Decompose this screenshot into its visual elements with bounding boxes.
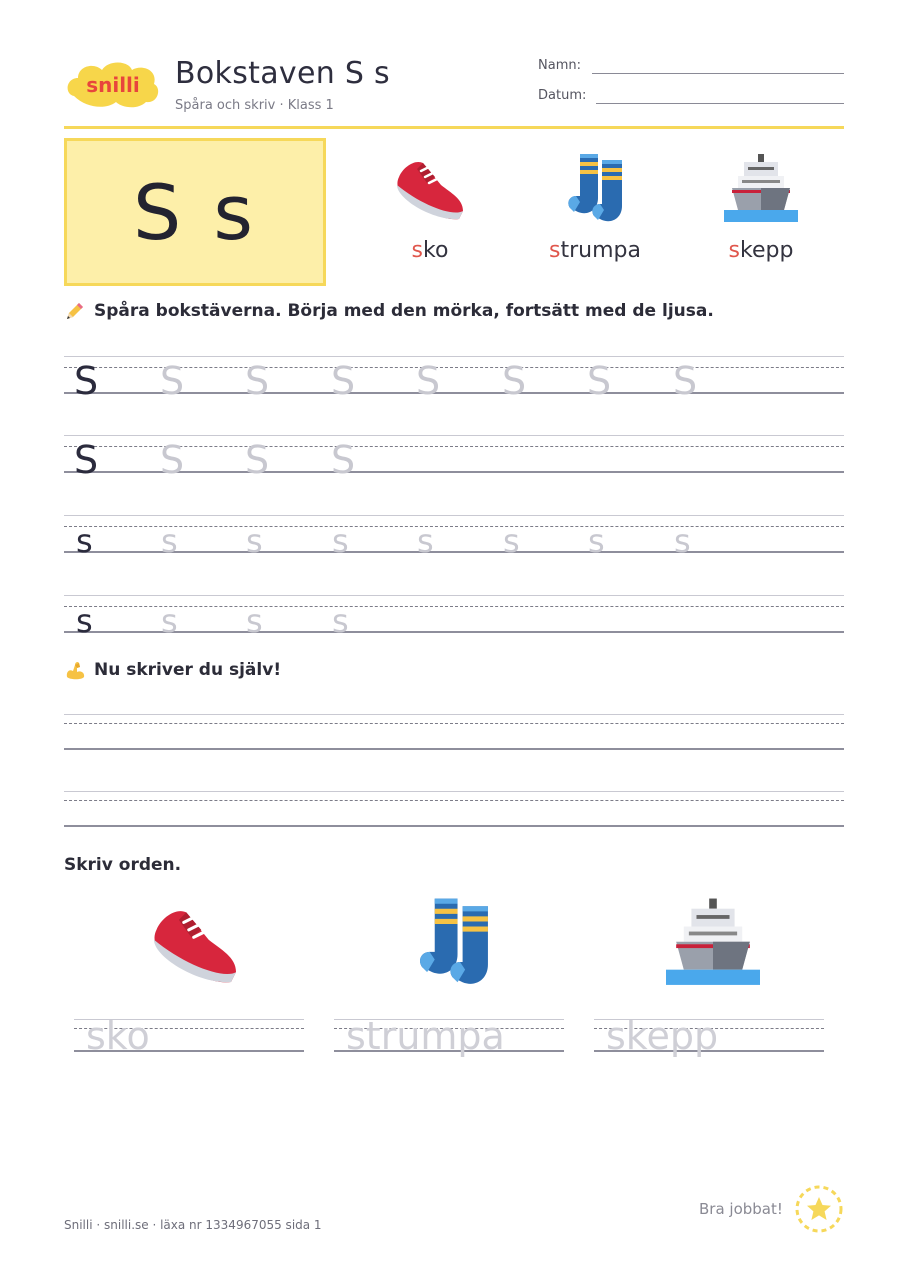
words-instruction: Skriv orden. — [64, 855, 182, 875]
trace-letter: s — [246, 522, 263, 560]
sneaker-icon — [393, 155, 467, 225]
page-footer: Snilli · snilli.se · läxa nr 1334967055 sida 1 — [64, 1218, 322, 1232]
name-label: Namn: — [538, 58, 581, 73]
first-letter: s — [411, 238, 424, 263]
trace-letter: S — [160, 359, 185, 403]
trace-row-4[interactable] — [64, 595, 844, 640]
star-badge-icon — [794, 1184, 844, 1234]
trace-letter: s — [588, 522, 605, 560]
first-letter: s — [549, 238, 561, 263]
trace-row-2[interactable] — [64, 435, 844, 482]
trace-letter: s — [76, 522, 93, 560]
flexed-arm-icon — [64, 659, 86, 681]
first-letter: s — [728, 238, 741, 263]
trace-letter: S — [587, 359, 612, 403]
word-trace: strumpa — [346, 1014, 505, 1058]
trace-letter: S — [160, 438, 185, 482]
word-write-line-strumpa[interactable] — [334, 1014, 564, 1058]
letter-box — [64, 138, 326, 286]
trace-instruction: Spåra bokstäverna. Börja med den mörka, fortsätt med de ljusa. — [64, 300, 714, 322]
word-trace: sko — [86, 1014, 150, 1058]
free-write-line-1[interactable] — [64, 714, 844, 754]
trace-letter: s — [76, 602, 93, 640]
picture-label-strumpa: strumpa — [549, 238, 641, 263]
sneaker-icon — [149, 902, 241, 990]
date-field[interactable] — [596, 103, 844, 104]
trace-letter: s — [332, 602, 349, 640]
word-write-line-skepp[interactable] — [594, 1014, 824, 1058]
page-title: Bokstaven S s — [175, 56, 390, 91]
trace-letter: s — [674, 522, 691, 560]
trace-letter: S — [502, 359, 527, 403]
trace-letter: S — [245, 438, 270, 482]
name-field[interactable] — [592, 73, 844, 74]
trace-letter: s — [161, 522, 178, 560]
trace-letter: s — [417, 522, 434, 560]
trace-letter: s — [161, 602, 178, 640]
page-subtitle: Spåra och skriv · Klass 1 — [175, 98, 334, 113]
trace-letter: S — [331, 438, 356, 482]
trace-letter: S — [74, 359, 99, 403]
snilli-logo — [64, 56, 162, 110]
trace-letter: s — [503, 522, 520, 560]
trace-row-3[interactable] — [64, 515, 844, 560]
header-divider — [64, 126, 844, 129]
trace-letter: S — [74, 438, 99, 482]
trace-letter: s — [332, 522, 349, 560]
socks-icon — [417, 896, 493, 990]
free-write-instruction: Nu skriver du själv! — [64, 659, 281, 681]
socks-icon — [566, 152, 626, 226]
word-trace: skepp — [606, 1014, 719, 1058]
logo-text: snilli — [86, 73, 140, 97]
trace-letter: S — [331, 359, 356, 403]
trace-letter: S — [673, 359, 698, 403]
date-label: Datum: — [538, 88, 587, 103]
praise-text: Bra jobbat! — [699, 1200, 783, 1218]
pencil-icon — [64, 300, 86, 322]
word-write-line-sko[interactable] — [74, 1014, 304, 1058]
trace-row-1[interactable] — [64, 356, 844, 403]
ship-icon — [724, 152, 798, 226]
ship-icon — [666, 896, 760, 990]
free-write-line-2[interactable] — [64, 791, 844, 831]
big-letters: S s — [133, 167, 257, 257]
picture-label-skepp: skepp — [728, 238, 794, 263]
picture-label-sko: sko — [411, 238, 449, 263]
trace-letter: S — [245, 359, 270, 403]
trace-letter: s — [246, 602, 263, 640]
trace-letter: S — [416, 359, 441, 403]
